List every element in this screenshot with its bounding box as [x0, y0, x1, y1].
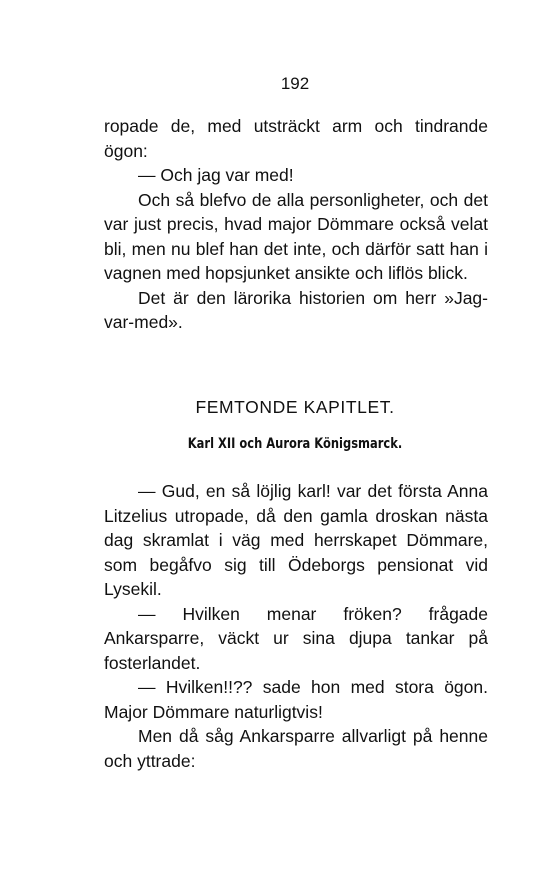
paragraph: — Hvilken menar fröken? frågade Ankarsparre, väckt ur sina djupa tankar på fosterlandet.	[104, 603, 488, 673]
paragraph: Men då såg Ankarsparre allvarligt på henne och yttrade:	[104, 726, 488, 771]
page-number: 192	[280, 74, 310, 93]
paragraph: — Gud, en så löjlig karl! var det första Anna Litzelius utropade, då den gamla droskan nästa dag skramlat i väg med herrskapet Dömmare, som begåfvo sig till Ödeborgs pensionat vid Lysekil.	[104, 481, 488, 599]
paragraph: — Hvilken!!?? sade hon med stora ögon. Major Dömmare naturligtvis!	[104, 677, 488, 722]
paragraph: Och så blefvo de alla personligheter, och det var just precis, hvad major Dömmare också velat bli, men nu blef han det inte, och därför satt han i vagnen med hopsjunket ansikte och liflös blick.	[104, 189, 488, 283]
paragraph: ropade de, med utsträckt arm och tindrande ögon:	[104, 116, 488, 161]
chapter-title: FEMTONDE KAPITLET.	[195, 397, 395, 417]
text-block-top	[104, 114, 488, 335]
chapter-subtitle: Karl XII och Aurora Königsmarck.	[187, 436, 403, 452]
paragraph: Det är den lärorika historien om herr »Jag-var-med».	[104, 287, 488, 332]
text-block-bottom	[104, 479, 488, 773]
paragraph: — Och jag var med!	[138, 165, 294, 185]
